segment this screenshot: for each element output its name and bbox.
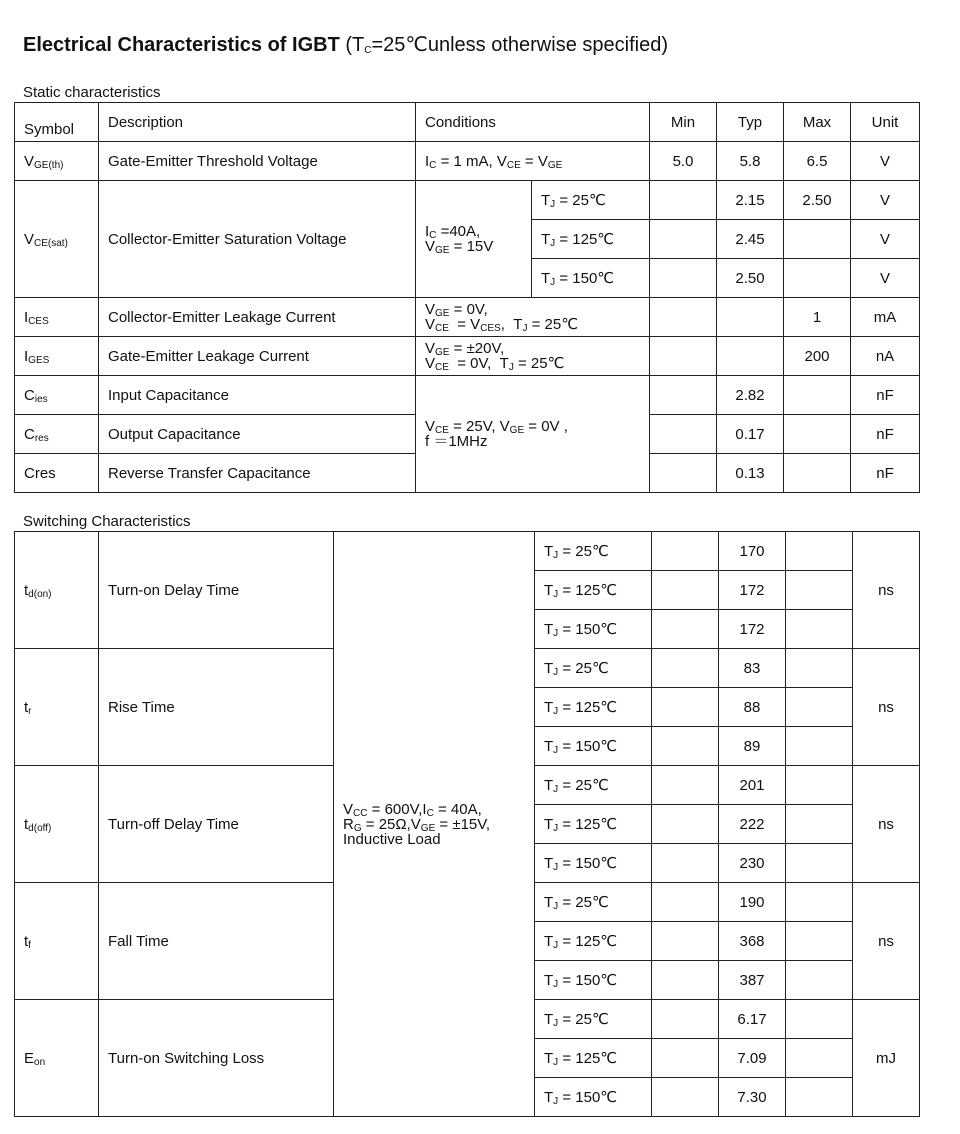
description-cell: Collector-Emitter Leakage Current (99, 298, 416, 337)
typ-cell: 89 (719, 727, 786, 766)
min-cell (652, 532, 719, 571)
description-cell: Turn-off Delay Time (99, 766, 334, 883)
max-cell (784, 259, 851, 298)
header-unit: Unit (851, 103, 920, 142)
min-cell (652, 961, 719, 1000)
unit-cell: V (851, 259, 920, 298)
typ-cell: 0.17 (717, 415, 784, 454)
typ-cell: 172 (719, 571, 786, 610)
tj-cell: $T_J$ = 150℃ (535, 961, 652, 1000)
max-cell (786, 571, 853, 610)
min-cell (650, 181, 717, 220)
description-cell: Input Capacitance (99, 376, 416, 415)
min-cell (652, 571, 719, 610)
typ-cell (717, 298, 784, 337)
switching-section-label: Switching Characteristics (23, 513, 191, 530)
symbol-cell: $t_{d(on)}$ (15, 532, 99, 649)
symbol-cell: $I_{GES}$ (15, 337, 99, 376)
conditions-cell: $V_{CE} = 25V$, $V_{GE} = 0V$ , f ＝1MHz (416, 376, 650, 493)
min-cell (652, 883, 719, 922)
min-cell (652, 610, 719, 649)
description-cell: Collector-Emitter Saturation Voltage (99, 181, 416, 298)
tj-cell: $T_J$ = 25℃ (535, 532, 652, 571)
min-cell (652, 844, 719, 883)
typ-cell: 190 (719, 883, 786, 922)
table-row (15, 298, 920, 337)
max-cell (786, 1039, 853, 1078)
min-cell (650, 220, 717, 259)
tj-cell: $T_J$ = 125℃ (535, 688, 652, 727)
symbol-cell: $V_{CE(sat)}$ (15, 181, 99, 298)
static-section-label: Static characteristics (23, 84, 161, 101)
typ-cell: 6.17 (719, 1000, 786, 1039)
page-title: Electrical Characteristics of IGBT ($T_C=25℃unless$ otherwise specified) (23, 34, 668, 56)
min-cell (652, 1039, 719, 1078)
tj-cell: $T_J$ = 150℃ (535, 844, 652, 883)
max-cell (786, 610, 853, 649)
tj-cell: $T_J$ = 150℃ (535, 727, 652, 766)
tj-cell: $T_J$ = 25℃ (535, 766, 652, 805)
symbol-cell: $C_{res}$ (15, 415, 99, 454)
table-row (15, 181, 920, 220)
max-cell (786, 727, 853, 766)
description-cell: Fall Time (99, 883, 334, 1000)
typ-cell: 222 (719, 805, 786, 844)
symbol-cell: $t_{d(off)}$ (15, 766, 99, 883)
description-cell: Output Capacitance (99, 415, 416, 454)
typ-cell: 387 (719, 961, 786, 1000)
unit-cell: ns (853, 766, 920, 883)
max-cell (784, 454, 851, 493)
tj-cell: $T_J$ = 150℃ (535, 1078, 652, 1117)
static-characteristics-table (14, 102, 920, 493)
min-cell (652, 922, 719, 961)
min-cell (650, 454, 717, 493)
switching-characteristics-table (14, 531, 920, 1117)
min-cell (650, 298, 717, 337)
description-cell: Gate-Emitter Leakage Current (99, 337, 416, 376)
unit-cell: mA (851, 298, 920, 337)
unit-cell: mJ (853, 1000, 920, 1117)
tj-cell: $T_J$ = 150℃ (532, 259, 650, 298)
max-cell (786, 961, 853, 1000)
max-cell: 200 (784, 337, 851, 376)
unit-cell: nF (851, 454, 920, 493)
min-cell (650, 259, 717, 298)
typ-cell (717, 337, 784, 376)
table-row (15, 532, 920, 571)
header-typ: Typ (717, 103, 784, 142)
conditions-cell: $I_C = 1$ mA, $V_{CE} = V_{GE}$ (416, 142, 650, 181)
header-max: Max (784, 103, 851, 142)
max-cell (786, 922, 853, 961)
tj-cell: $T_J$ = 25℃ (535, 1000, 652, 1039)
conditions-cell: $I_C =40A$, $V_{GE} = 15V$ (416, 181, 532, 298)
unit-cell: nF (851, 415, 920, 454)
description-cell: Gate-Emitter Threshold Voltage (99, 142, 416, 181)
header-description: Description (99, 103, 416, 142)
unit-cell: V (851, 181, 920, 220)
min-cell (652, 727, 719, 766)
min-cell (652, 1000, 719, 1039)
tj-cell: $T_J$ = 125℃ (535, 1039, 652, 1078)
table-row (15, 337, 920, 376)
typ-cell: 88 (719, 688, 786, 727)
max-cell: 2.50 (784, 181, 851, 220)
typ-cell: 83 (719, 649, 786, 688)
max-cell (786, 805, 853, 844)
symbol-cell: $V_{GE(th)}$ (15, 142, 99, 181)
typ-cell: 172 (719, 610, 786, 649)
max-cell (786, 844, 853, 883)
unit-cell: nF (851, 376, 920, 415)
tj-cell: $T_J$ = 25℃ (532, 181, 650, 220)
typ-cell: 5.8 (717, 142, 784, 181)
min-cell (650, 337, 717, 376)
unit-cell: V (851, 220, 920, 259)
typ-cell: 170 (719, 532, 786, 571)
min-cell (652, 688, 719, 727)
symbol-cell: $t_r$ (15, 649, 99, 766)
typ-cell: 230 (719, 844, 786, 883)
typ-cell: 0.13 (717, 454, 784, 493)
min-cell (650, 376, 717, 415)
max-cell (786, 1078, 853, 1117)
min-cell: 5.0 (650, 142, 717, 181)
description-cell: Turn-on Delay Time (99, 532, 334, 649)
max-cell (784, 415, 851, 454)
unit-cell: ns (853, 883, 920, 1000)
typ-cell: 2.45 (717, 220, 784, 259)
tj-cell: $T_J$ = 25℃ (535, 649, 652, 688)
min-cell (652, 805, 719, 844)
max-cell (786, 532, 853, 571)
min-cell (652, 649, 719, 688)
tj-cell: $T_J$ = 125℃ (535, 571, 652, 610)
header-symbol: Symbol (15, 103, 99, 142)
description-cell: Rise Time (99, 649, 334, 766)
header-min: Min (650, 103, 717, 142)
tj-cell: $T_J$ = 125℃ (532, 220, 650, 259)
max-cell (784, 220, 851, 259)
max-cell: 1 (784, 298, 851, 337)
typ-cell: 2.50 (717, 259, 784, 298)
typ-cell: 7.09 (719, 1039, 786, 1078)
tj-cell: $T_J$ = 125℃ (535, 805, 652, 844)
symbol-cell: $E_{on}$ (15, 1000, 99, 1117)
min-cell (652, 766, 719, 805)
typ-cell: 201 (719, 766, 786, 805)
unit-cell: ns (853, 532, 920, 649)
typ-cell: 2.82 (717, 376, 784, 415)
symbol-cell: $I_{CES}$ (15, 298, 99, 337)
typ-cell: 7.30 (719, 1078, 786, 1117)
min-cell (650, 415, 717, 454)
max-cell (786, 883, 853, 922)
max-cell: 6.5 (784, 142, 851, 181)
conditions-cell: $V_{GE} = \pm 20V$, $V_{CE} = 0V$, $T_J$ = 25℃ (416, 337, 650, 376)
typ-cell: 368 (719, 922, 786, 961)
max-cell (786, 649, 853, 688)
tj-cell: $T_J$ = 125℃ (535, 922, 652, 961)
max-cell (786, 766, 853, 805)
conditions-cell: $V_{GE} = 0V$, $V_{CE} = V_{CES}$, $T_J$ = 25℃ (416, 298, 650, 337)
conditions-cell: $V_{CC} = 600V,I_C = 40A$, $R_G = 25\Omega,V_{GE} = \pm 15V$, Inductive Load (334, 532, 535, 1117)
header-conditions: Conditions (416, 103, 650, 142)
tj-cell: $T_J$ = 25℃ (535, 883, 652, 922)
max-cell (786, 688, 853, 727)
max-cell (786, 1000, 853, 1039)
symbol-cell: $C_{ies}$ (15, 376, 99, 415)
description-cell: Turn-on Switching Loss (99, 1000, 334, 1117)
table-row (15, 376, 920, 415)
typ-cell: 2.15 (717, 181, 784, 220)
max-cell (784, 376, 851, 415)
unit-cell: V (851, 142, 920, 181)
unit-cell: nA (851, 337, 920, 376)
description-cell: Reverse Transfer Capacitance (99, 454, 416, 493)
unit-cell: ns (853, 649, 920, 766)
min-cell (652, 1078, 719, 1117)
table-row (15, 142, 920, 181)
symbol-cell: Cres (15, 454, 99, 493)
symbol-cell: $t_f$ (15, 883, 99, 1000)
tj-cell: $T_J$ = 150℃ (535, 610, 652, 649)
